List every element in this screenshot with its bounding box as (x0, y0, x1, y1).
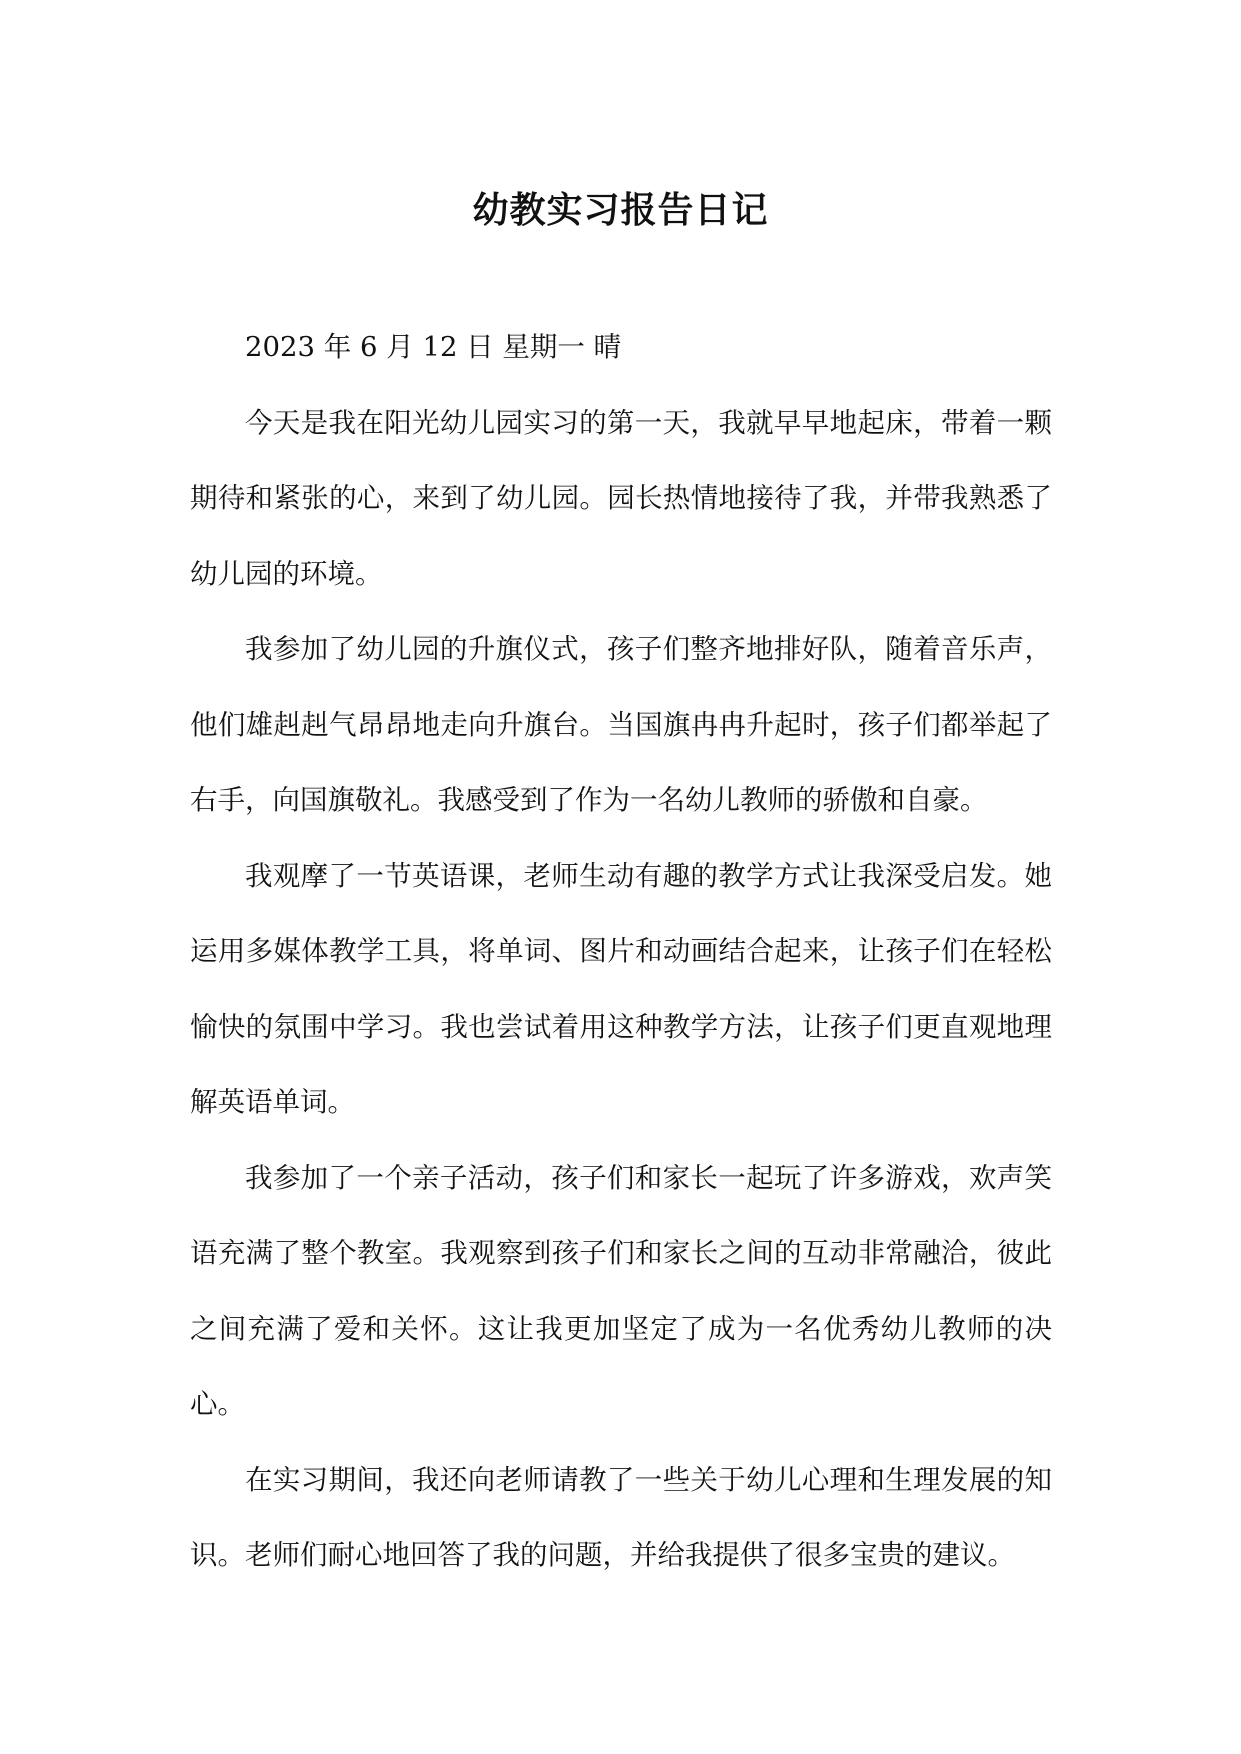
date-line: 2023 年 6 月 12 日 星期一 晴 (245, 331, 622, 363)
paragraph: 我参加了幼儿园的升旗仪式，孩子们整齐地排好队，随着音乐声，他们雄赳赳气昂昂地走向升旗台。当国旗冉冉升起时，孩子们都举起了右手，向国旗敬礼。我感受到了作为一名幼儿教师的骄傲和自豪。 (190, 633, 1052, 816)
paragraph: 今天是我在阳光幼儿园实习的第一天，我就早早地起床，带着一颗期待和紧张的心，来到了幼儿园。园长热情地接待了我，并带我熟悉了幼儿园的环境。 (190, 406, 1052, 590)
document-title: 幼教实习报告日记 (472, 189, 769, 231)
paragraph: 我参加了一个亲子活动，孩子们和家长一起玩了许多游戏，欢声笑语充满了整个教室。我观察到孩子们和家长之间的互动非常融洽，彼此之间充满了爱和关怀。这让我更加坚定了成为一名优秀幼儿教师的决心。 (190, 1161, 1052, 1420)
paragraph: 我观摩了一节英语课，老师生动有趣的教学方式让我深受启发。她运用多媒体教学工具，将单词、图片和动画结合起来，让孩子们在轻松愉快的氛围中学习。我也尝试着用这种教学方法，让孩子们更直观地理解英语单词。 (190, 859, 1052, 1118)
document-body (190, 310, 1052, 1594)
paragraph: 在实习期间，我还向老师请教了一些关于幼儿心理和生理发展的知识。老师们耐心地回答了我的问题，并给我提供了很多宝贵的建议。 (190, 1463, 1052, 1571)
